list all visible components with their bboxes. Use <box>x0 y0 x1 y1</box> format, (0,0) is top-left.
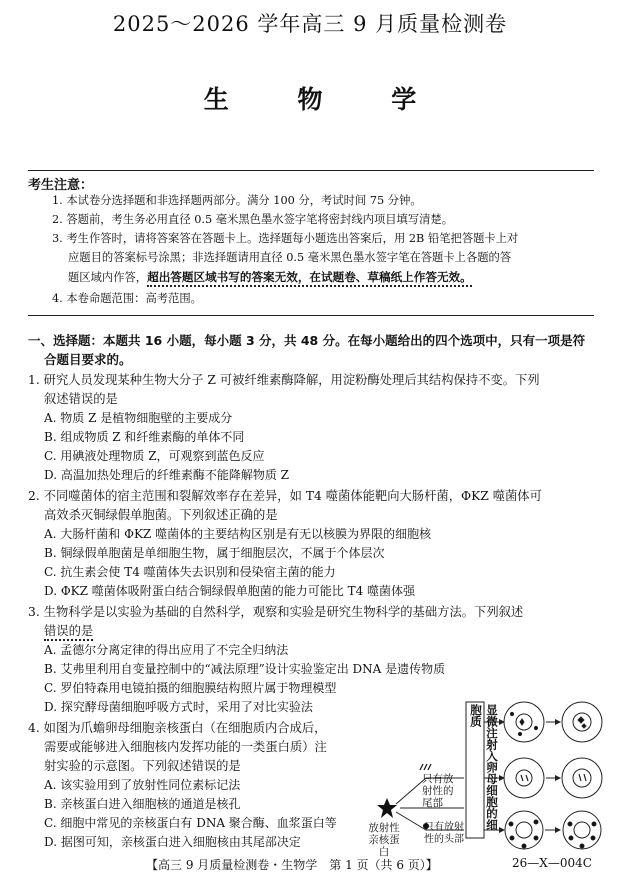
q4-option-c: C. 细胞中常见的亲核蛋白有 DNA 聚合酶、血浆蛋白等 <box>44 816 337 830</box>
q4-stem: 4. 如图为爪蟾卵母细胞亲核蛋白（在细胞质内合成后， <box>28 721 327 735</box>
q3-option-c: C. 罗伯特森用电镜拍摄的细胞膜结构照片属于物理模型 <box>44 681 337 695</box>
q2-option-d: D. ΦKZ 噬菌体吸附蛋白结合铜绿假单胞菌的能力可能比 T4 噬菌体强 <box>44 584 416 598</box>
footer-code: 26—X—004C <box>512 856 592 870</box>
cell-2b <box>562 758 602 798</box>
q2-option-c: C. 抗生素会使 T4 噬菌体失去识别和侵染宿主菌的能力 <box>44 565 336 579</box>
subject-title: 生 物 学 <box>203 85 447 114</box>
section-heading: 一、选择题：本题共 16 小题，每小题 3 分，共 48 分。在每小题给出的四个选项中，只有一项是符 <box>28 333 586 348</box>
figure-tail-label: 只有放射性的尾部 <box>422 773 454 809</box>
q1-option-b: B. 组成物质 Z 和纤维素酶的单体不同 <box>44 430 245 444</box>
q3-stem-cont <box>44 621 93 639</box>
q1-option-a: A. 物质 Z 是植物细胞壁的主要成分 <box>44 411 233 425</box>
notice-item-3-cont: 应题目的答案标号涂黑；非选择题请用直径 0.5 毫米黑色墨水签字笔在答题卡上各题的答 <box>68 251 512 264</box>
q4-option-b: B. 亲核蛋白进入细胞核的通道是核孔 <box>44 797 241 811</box>
section-heading-cont: 合题目要求的。 <box>44 352 132 367</box>
nucleoplasmin-star-icon <box>377 798 397 818</box>
q1-stem: 1. 研究人员发现某种生物大分子 Z 可被纤维素酶降解，用淀粉酶处理后其结构保持不变。下列 <box>28 373 540 387</box>
cell-1b <box>504 758 544 798</box>
q2-stem-cont: 高效杀灭铜绿假单胞菌。下列叙述正确的是 <box>44 508 278 522</box>
q3-emphasis: 错误的是 <box>44 624 93 641</box>
tail-fragment-icon <box>420 764 431 770</box>
figure-head-label: 只有放射性的头部 <box>424 822 464 845</box>
q4-figure <box>360 700 610 858</box>
notice-heading: 考生注意： <box>28 178 94 193</box>
notice-emphasis: 超出答题区域书写的答案无效，在试题卷、草稿纸上作答无效。 <box>147 270 472 287</box>
q4-option-a: A. 该实验用到了放射性同位素标记法 <box>44 778 241 792</box>
notice-item-3-end-text: 题区域内作答， <box>68 271 148 284</box>
q3-option-a: A. 孟德尔分离定律的得出应用了不完全归纳法 <box>44 643 289 657</box>
notice-item-4: 4. 本卷命题范围：高考范围。 <box>52 292 202 305</box>
notice-item-3: 3. 考生作答时，请将答案答在答题卡上。选择题每小题选出答案后，用 2B 铅笔把答题卡上对 <box>52 232 519 245</box>
q3-stem: 3. 生物科学是以实验为基础的自然科学，观察和实验是研究生物科学的基础方法。下列叙述 <box>28 605 524 619</box>
cell-1c <box>505 811 543 849</box>
q3-option-d: D. 探究酵母菌细胞呼吸方式时，采用了对比实验法 <box>44 700 313 714</box>
q2-option-a: A. 大肠杆菌和 ΦKZ 噬菌体的主要结构区别是有无以核膜为界限的细胞核 <box>44 527 432 541</box>
q2-stem: 2. 不同噬菌体的宿主范围和裂解效率存在差异，如 T4 噬菌体能靶向大肠杆菌，ΦKZ 噬菌体可 <box>28 489 542 503</box>
cell-2a <box>562 702 602 742</box>
q1-option-d: D. 高温加热处理后的纤维素酶不能降解物质 Z <box>44 468 289 482</box>
q4-stem-cont: 需要或能够进入细胞核内发挥功能的一类蛋白质）注 <box>44 740 327 754</box>
divider-bottom <box>28 315 594 316</box>
footer-center: 【高三 9 月质量检测卷・生物学 第 1 页（共 6 页）】 <box>146 858 438 872</box>
figure-protein-label: 放射性亲核蛋白 <box>368 822 400 858</box>
notice-item-3-end <box>68 269 472 286</box>
divider-top <box>28 170 594 171</box>
cell-2c <box>563 811 601 849</box>
notice-item-1: 1. 本试卷分选择题和非选择题两部分。满分 100 分，考试时间 75 分钟。 <box>52 194 422 207</box>
q3-option-b: B. 艾弗里利用自变量控制中的“减法原理”设计实验鉴定出 DNA 是遗传物质 <box>44 662 446 676</box>
q1-option-c: C. 用碘液处理物质 Z，可观察到蓝色反应 <box>44 449 265 463</box>
q2-option-b: B. 铜绿假单胞菌是单细胞生物，属于细胞层次，不属于个体层次 <box>44 546 385 560</box>
q4-stem-cont-2: 射实验的示意图。下列叙述错误的是 <box>44 759 241 773</box>
cell-1a <box>504 702 544 742</box>
notice-item-2: 2. 答题前，考生务必用直径 0.5 毫米黑色墨水签字笔将密封线内项目填写清楚。 <box>52 213 454 226</box>
exam-title: 2025～2026 学年高三 9 月质量检测卷 <box>112 12 508 36</box>
q1-stem-cont: 叙述错误的是 <box>44 392 118 406</box>
q4-option-d: D. 据图可知，亲核蛋白进入细胞核由其尾部决定 <box>44 835 301 849</box>
figure-vertical-label: 显微注射入卵母细胞的细胞质 <box>469 704 499 831</box>
